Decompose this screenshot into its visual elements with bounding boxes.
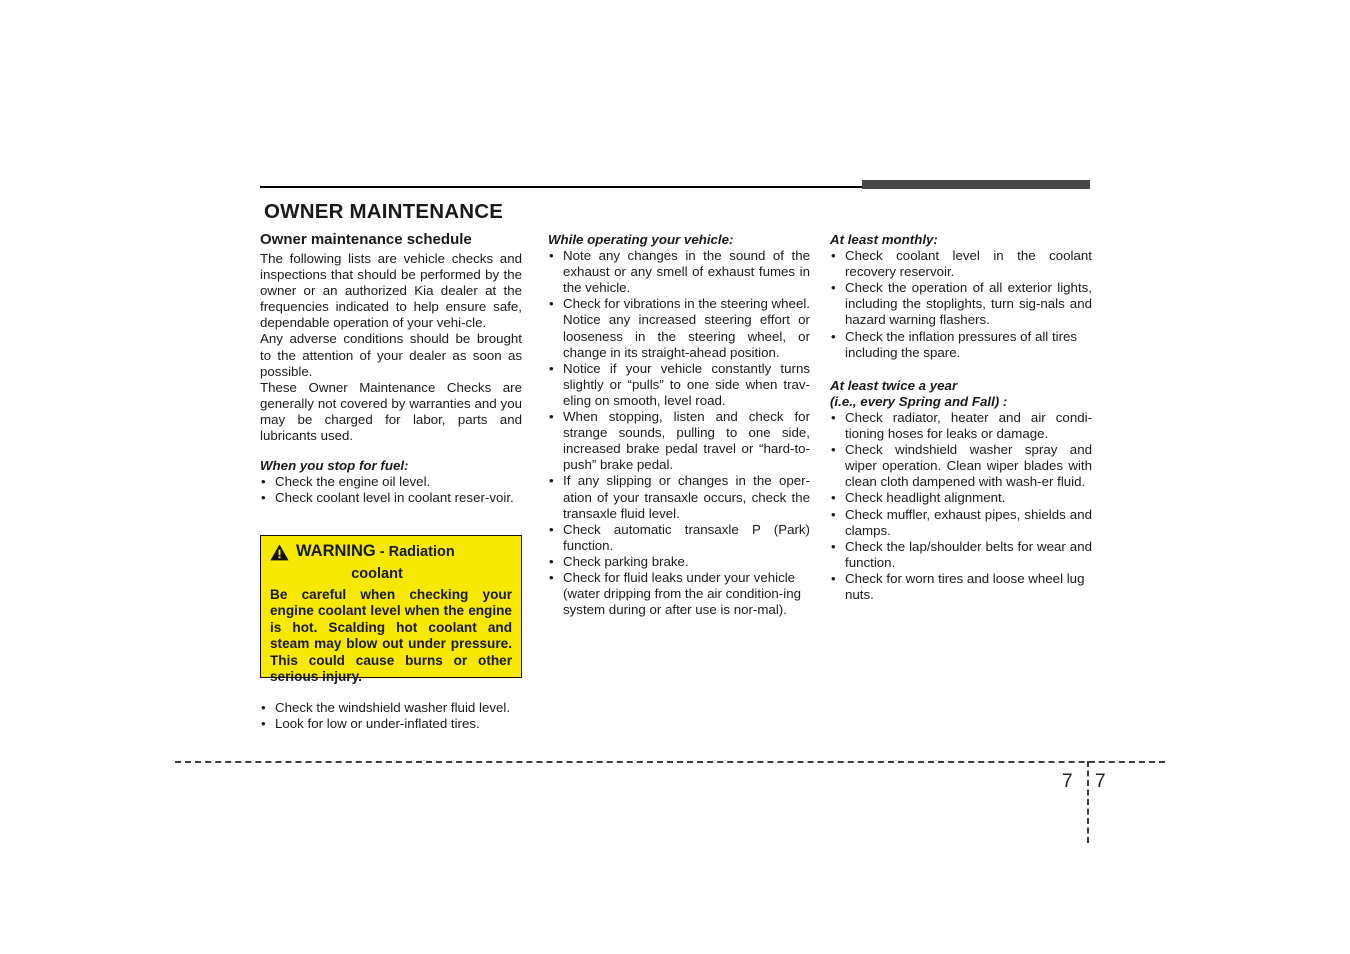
page-number: 7 (1095, 771, 1106, 792)
subheading-when-you-stop-for-fuel: When you stop for fuel: (260, 458, 409, 474)
intro-paragraph-2: Any adverse conditions should be brought to the attention of your dealer as soon as possible. (260, 331, 522, 379)
column-two-top-spacer (548, 200, 810, 232)
footer-divider-vertical (1087, 761, 1089, 843)
subheading-at-least-twice-a-year-detail: (i.e., every Spring and Fall) : (830, 393, 1008, 409)
list-item: • Check coolant level in coolant reser-voir. (260, 490, 522, 506)
warning-subject-line-1: Radiation (388, 544, 455, 560)
warning-body-text: Be careful when checking your engine coolant level when the engine is hot. Scalding hot coolant and steam may blow out under pressure. This could cause burns or (270, 587, 512, 668)
paragraph-spacer (260, 444, 522, 458)
footer-divider-horizontal (175, 761, 1165, 763)
list-item: • Check the operation of all exterior lights, including the stoplights, turn sig-nals and hazard warning flashers. (830, 280, 1092, 328)
biannual-checks-list (830, 410, 1092, 603)
list-item: • Check the inflation pressures of all tires including the spare. (830, 329, 1092, 361)
list-item: • Check parking brake. (548, 554, 810, 570)
warning-box (260, 535, 522, 685)
list-item: • Check the lap/shoulder belts for wear and function. (830, 539, 1092, 571)
list-item: • Check radiator, heater and air condi-tioning hoses for leaks or damage. (830, 410, 1092, 442)
list-item: • Check headlight alignment. (830, 490, 1092, 506)
section-title: Owner maintenance schedule (260, 231, 472, 248)
list-item: • Check the windshield washer fluid level. (260, 700, 522, 716)
warning-triangle-icon (270, 544, 289, 566)
column-one (260, 200, 522, 506)
column-one-tail (260, 700, 522, 732)
list-item: • Check automatic transaxle P (Park) function. (548, 522, 810, 554)
list-item: • When stopping, listen and check for strange sounds, pulling to one side, increased brake pedal travel or “hard-to-push” brake pedal. (548, 409, 810, 473)
warning-label: WARNING (296, 542, 376, 560)
fuel-check-list-continued (260, 700, 522, 732)
list-item: • Notice if your vehicle constantly turns slightly or “pulls” to one side when trav-eling on smooth, level road. (548, 361, 810, 409)
intro-paragraph-3: These Owner Maintenance Checks are generally not covered by warranties and you may be charged for labor, parts and lubricants used. (260, 379, 522, 444)
monthly-checks-list (830, 248, 1092, 361)
list-item: • Check coolant level in the coolant recovery reservoir. (830, 248, 1092, 280)
list-item: • Note any changes in the sound of the exhaust or any smell of exhaust fumes in the vehicle. (548, 248, 810, 296)
list-item: • Check the engine oil level. (260, 474, 522, 490)
list-item: • Check for fluid leaks under your vehicle (water dripping from the air condition-ing system during or after use is nor-mal). (548, 570, 810, 618)
intro-paragraph-1: The following lists are vehicle checks and inspections that should be performed by the owner or an authorized Kia dealer at the frequencies indicated to help ensure safe, dependable operation of your vehi-cle. (260, 251, 522, 331)
list-item: • If any slipping or changes in the oper-ation of your transaxle occurs, check the transaxle fluid level. (548, 473, 810, 521)
list-item: • Check for worn tires and loose wheel lug nuts. (830, 571, 1092, 603)
warning-dash: - (375, 544, 389, 560)
warning-body (270, 587, 512, 685)
warning-title (296, 542, 455, 562)
warning-body-last-line: other serious injury. (270, 652, 513, 685)
warning-header (270, 542, 512, 566)
header-rule-thick (862, 180, 1090, 189)
list-item: • Check windshield washer spray and wiper operation. Clean wiper blades with clean cloth dampened with wash-er fluid. (830, 442, 1092, 490)
column-three-top-spacer (830, 200, 1092, 232)
list-item: • Check for vibrations in the steering wheel. Notice any increased steering effort or looseness in the steering wheel, or change in its straight-ahead position. (548, 296, 810, 360)
subheading-at-least-twice-a-year: At least twice a year (830, 377, 958, 393)
subheading-while-operating-your-vehicle: While operating your vehicle: (548, 232, 734, 247)
warning-subject-line-2: coolant (351, 566, 403, 582)
fuel-check-list (260, 474, 522, 506)
subheading-at-least-monthly: At least monthly: (830, 232, 938, 247)
header-rule-thin (260, 186, 862, 188)
column-three (830, 200, 1092, 603)
list-item: • Look for low or under-inflated tires. (260, 716, 522, 732)
chapter-number: 7 (1062, 771, 1073, 792)
page-title: OWNER MAINTENANCE (264, 200, 504, 223)
column-two (548, 200, 810, 618)
list-spacer (830, 361, 1092, 378)
operating-checks-list (548, 248, 810, 618)
list-item: • Check muffler, exhaust pipes, shields and clamps. (830, 507, 1092, 539)
